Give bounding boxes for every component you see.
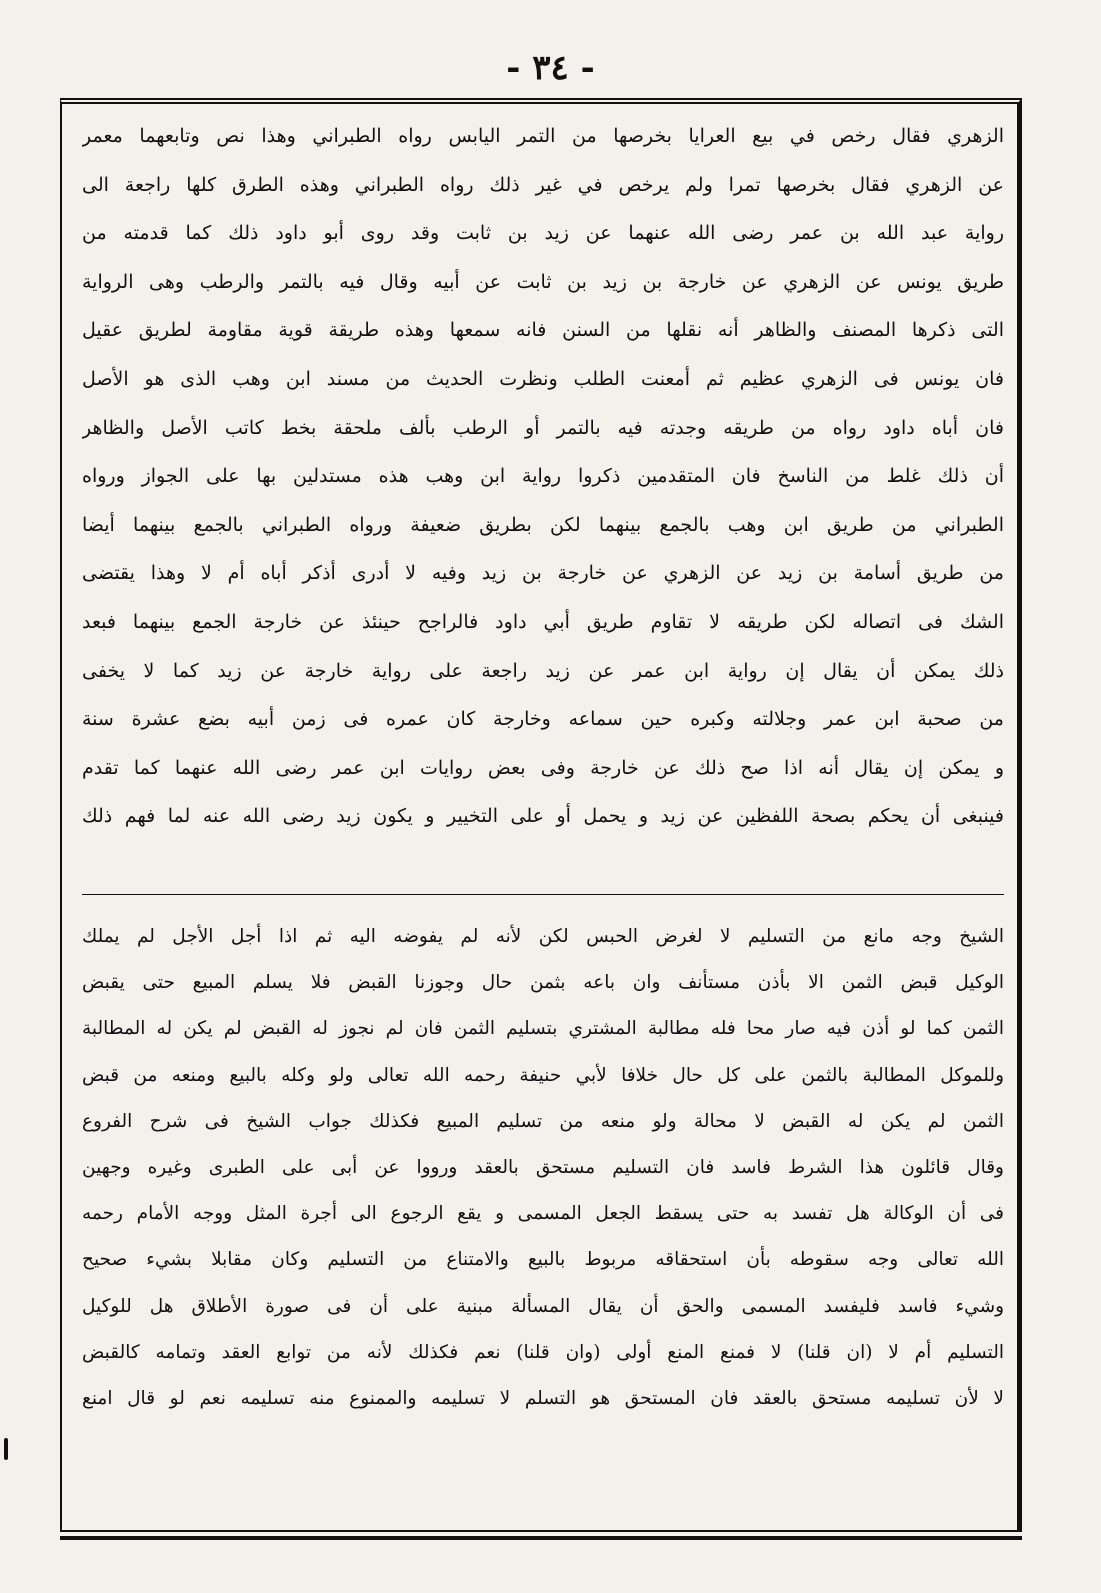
scan-edge-mark (4, 1438, 8, 1460)
main-text-block (82, 112, 1004, 841)
page-frame-bottom-rule (60, 1530, 1022, 1540)
footnote-block (82, 914, 1004, 1422)
main-text-line: طريق يونس عن الزهري عن خارجة بن زيد بن ثابت عن أبيه وقال فيه بالتمر والرطب وهى الرواية (82, 270, 1004, 293)
footnote-line: فى أن الوكالة هل تفسد به حتى يسقط الجعل المسمى و يقع الرجوع الى أجرة المثل ووجه الأمام رحمه (82, 1203, 1004, 1225)
main-text-line: فينبغى أن يحكم بصحة اللفظين عن زيد و يحمل أو على التخيير و يكون زيد رضى الله عنه لما فهم ذلك (82, 805, 1004, 828)
main-text-line: من صحبة ابن عمر وجلالته وكبره حين سماعه وخارجة كان عمره فى زمن أبيه بضع عشرة سنة (82, 708, 1004, 731)
footnote-line: الله تعالى وجه سقوطه بأن استحقاقه مربوط بالبيع والامتناع من التسليم وكان مقابلا بشيء صحيح (82, 1249, 1004, 1271)
footnote-line: وللموكل المطالبة بالثمن على كل حال خلافا لأبي حنيفة رحمه الله تعالى ولو وكله بالبيع ومنعه من قبض (82, 1064, 1004, 1086)
footnote-line: لا لأن تسليمه مستحق بالعقد فان المستحق هو التسلم لا تسليمه والممنوع منه تسليمه نعم لو قال امنع (82, 1388, 1004, 1410)
main-text-line: فان يونس فى الزهري عظيم ثم أمعنت الطلب ونظرت الحديث من مسند ابن وهب الذى هو الأصل (82, 367, 1004, 390)
footnote-line: وقال قائلون هذا الشرط فاسد فان التسليم مستحق بالعقد ورووا عن أبى على الطبرى وغيره وجهين (82, 1157, 1004, 1179)
main-text-line: التى ذكرها المصنف والظاهر أنه نقلها من السنن فانه سمعها وهذه طريقة قوية مقاومة لطريق عقيل (82, 319, 1004, 342)
main-text-line: الشك فى اتصاله لكن طريقه لا تقاوم طريق أبي داود فالراجح حينئذ عن خارجة الجمع بينهما فبعد (82, 610, 1004, 633)
main-text-line: فان أباه داود رواه من طريقه وجدته فيه بالتمر أو الرطب بألف ملحقة بخط كاتب الأصل والظاهر (82, 416, 1004, 439)
footnote-line: وشيء فاسد فليفسد المسمى والحق أن يقال المسألة مبنية على أن فى صورة الأطلاق هل للوكيل (82, 1295, 1004, 1317)
footnote-line: التسليم أم لا (ان قلنا) لا فمنع المنع أولى (وان قلنا) نعم فكذلك لأنه من توابع العقد وتمامه كالقبض (82, 1341, 1004, 1363)
main-text-line: الزهري فقال رخص في بيع العرايا بخرصها من التمر اليابس رواه الطبراني وهذا نص وتابعهما معمر (82, 125, 1004, 147)
main-text-line: الطبراني من طريق ابن وهب بالجمع بينهما لكن بطريق ضعيفة ورواه الطبراني بالجمع بينهما أيضا (82, 513, 1004, 536)
main-text-line: ذلك يمكن أن يقال إن رواية ابن عمر عن زيد راجعة على رواية خارجة عن زيد كما لا يخفى (82, 659, 1004, 682)
main-text-line: و يمكن إن يقال أنه اذا صح ذلك عن خارجة وفى بعض روايات ابن عمر رضى الله عنهما كما تقدم (82, 756, 1004, 779)
main-text-line: من طريق أسامة بن زيد عن الزهري عن خارجة بن زيد وفيه لا أدرى أذكر أباه أم لا وهذا يقتضى (82, 562, 1004, 585)
footnote-line: الثمن كما لو أذن فيه صار محا فله مطالبة المشتري بتسليم الثمن فان لم نجوز له القبض لم يكن له المطالبة (82, 1018, 1004, 1040)
footnote-line: الوكيل قبض الثمن الا بأذن مستأنف وان باعه بثمن حال وجوزنا القبض فلا يسلم المبيع حتى يقبض (82, 972, 1004, 994)
main-text-line: رواية عبد الله بن عمر رضى الله عنهما عن زيد بن ثابت وقد روى أبو داود ذلك كما قدمته من (82, 222, 1004, 245)
page-number: - ٣٤ - (506, 48, 595, 88)
main-text-line: عن الزهري فقال بخرصها تمرا ولم يرخص في غير ذلك رواه الطبراني وهذه الطرق كلها راجعة الى (82, 173, 1004, 196)
footnote-line: الشيخ وجه مانع من التسليم لا لغرض الحبس لكن لأنه لم يفوضه اليه ثم اذا أجل الأجل لم يملك (82, 926, 1004, 947)
footnote-divider (82, 894, 1004, 895)
main-text-line: أن ذلك غلط من الناسخ فان المتقدمين ذكروا رواية ابن وهب هذه مستدلين بها على الجواز ورواه (82, 465, 1004, 488)
footnote-line: الثمن لم يكن له القبض لا محالة ولو منعه من تسليم المبيع فكذلك جواب الشيخ فى شرح الفروع (82, 1110, 1004, 1132)
